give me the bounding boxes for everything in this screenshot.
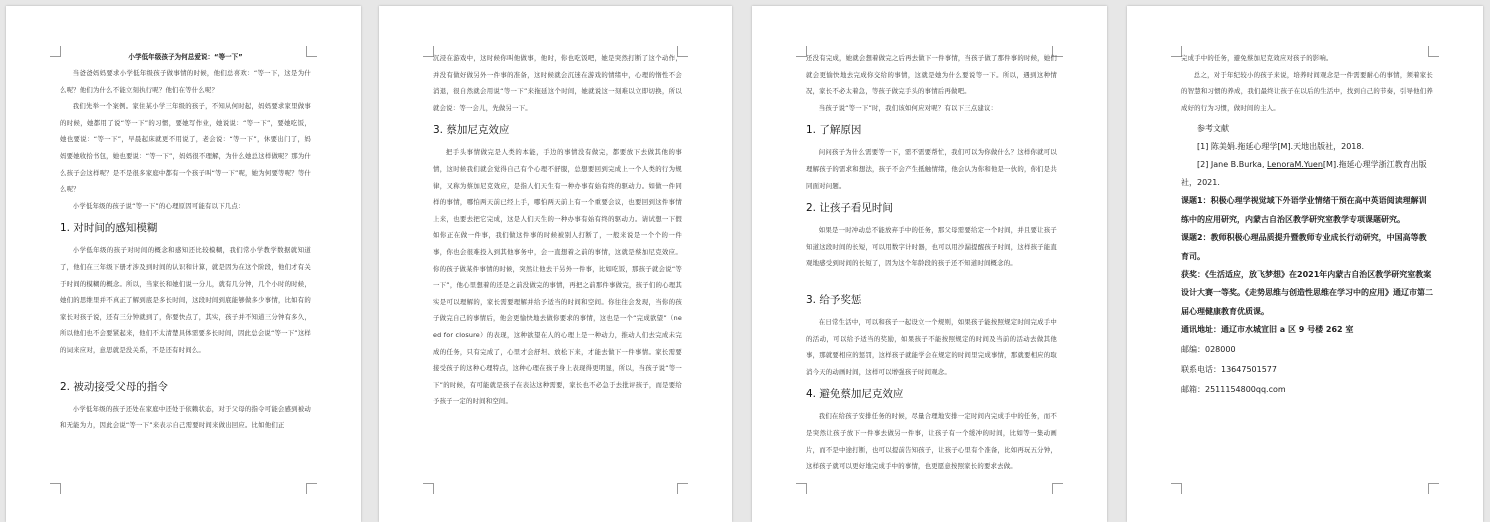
crop-mark (796, 483, 807, 494)
crop-mark (50, 483, 61, 494)
paragraph: 我们先举一个案例。家住某小学三年级的孩子，不知从何时起，妈妈要求家里做事的时候，她都用了说“等一下”的习惯，要她写作业，她说说：“等一下”，要她吃饭，她也要说：“等一下”，早晨起床就更不用说了，老会说：“等一下”，休要出门了，妈妈要她收拾书包，她也要说：“等一下”，妈妈很不理解，为什么她总这样做呢？那为什么孩子会这样呢？是不是很多家庭中都有一个孩子叫“等一下”呢，她为何要等呢？等什么呢？ (60, 102, 311, 194)
paragraph: 总之，对于年纪较小的孩子来说，培养时间观念是一件需要耐心的事情，须着家长的智慧和习惯的养成，我们最终让孩子在以后的生活中，找到自己的节奏，引导他们养成好的行为习惯，做时间的主人。 (1181, 70, 1433, 112)
document-page-4 (1127, 6, 1483, 522)
crop-mark (1428, 483, 1439, 494)
paragraph: 小学低年级的孩子还处在家庭中还处于依赖状态，对于父母的指令可能会感到被动和无能为力，因此会说“等一下”来表示自己需要时间来做出回应。比如他们正 (60, 404, 311, 430)
paragraph: 把手头事情做完是人类的本能，手边的事情没有做完，都要放下去做其他的事情，这时候我们就会觉得自己有个心理不舒服，总想要回到完成上一个人类的行为规律，又称为蔡加尼克效应，是指人们天生有一种办事有始有终的驱动力。如做一件同样的事情，哪怕两天前已经上手，哪怕两天前上有一个重要会议，也要回到这件事情上来，也要去把它完成，这是人们天生的一种办事有始有终的驱动力。请试想一下假如你正在做一件事，我们做这件事的时候被别人打断了，一般来说是一个个的一件事，你也会很难投入到其他事务中，会一直想着之前的事情，这就是蔡加尼克效应。你的孩子做某件事情的时候，突然让他去干另外一件事，比如吃饭，那孩子就会说“等一下”，他心里想着的还是之前没做完的事情，再把之前那件事做完，孩子们的心理其实是可以理解的，家长需要理解并给予适当的时间和空间。你往往会发现，当你的孩子做完自己的事情后，他会更愉快地去做你要求的事情，这也是一个“完成欲望”（need for closure）的表现，这种欲望在人的心理上是一种动力，推动人们去完成未完成的任务，只有完成了，心里才会舒坦、放松下来，才能去做下一件事情。家长需要接受孩子的这种心理特点，这种心理在孩子身上表现得更明显，所以，当孩子说“等一下”的时候，有可能就是孩子在表达这种需要，家长也不必急于去批评孩子，而是要给予孩子一定的时间和空间。 (433, 148, 682, 406)
contact-email: 邮箱：2511154800qq.com (1181, 384, 1286, 394)
document-page-2 (379, 6, 732, 522)
paragraph: 还没有完成，她就会想着做完之后再去做下一件事情，当孩子做了那件事的时候，她们就会更愉快地去完成你交给的事情，这就是她为什么要说等一下。所以，遇到这种情况，家长不必太着急，等孩子做完手头的事情后再做吧。 (806, 54, 1057, 96)
section-heading: 1. 对时间的感知模糊 (60, 222, 158, 235)
paragraph: 完成手中的任务，避免蔡加尼克效应对孩子的影响。 (1181, 54, 1333, 62)
paragraph: 如果是一时冲动总不能放弃手中的任务，那父母需要给定一个时间，并且要让孩子知道这段时间的长短，可以用数字计时器，也可以用沙漏提醒孩子时间，这样孩子能直观地感受到时间的长短了，因为这个年龄段的孩子还不知道时间概念的。 (806, 226, 1057, 268)
award-item: 获奖：《生活适应，放飞梦想》在2021年内蒙古自治区教学研究室教案设计大赛一等奖。《走势思维与创造性思维在学习中的应用》通辽市第二届心理健康教育优质课。 (1181, 270, 1433, 316)
paragraph: 在日常生活中，可以和孩子一起设立一个规则，如果孩子能按照规定时间完成手中的活动，可以给予适当的奖励，如果孩子不能按照规定的时间及当前的活动去做其他事，那就要相应的惩罚，这样孩子就能学会在规定的时间里完成事情，那就要相应的取消今天的动画时间，这样可以增强孩子时间观念。 (806, 317, 1057, 376)
reference-item: [1] 陈美娟.拖延心理学[M].天地出版社，2018. (1197, 142, 1365, 152)
contact-postcode: 邮编：028000 (1181, 344, 1236, 354)
page-content (1181, 50, 1433, 484)
paragraph: 我们在给孩子安排任务的时候，尽量合理地安排一定时间内完成手中的任务，而不是突然让孩子放下一件事去做另一件事，让孩子有一个缓冲的时间，比如等一集动画片，而不是中途打断，也可以提前告知孩子，让孩子心里有个准备，比如再玩五分钟，这样孩子就可以更好地完成手中的事情，也更愿意按照家长的要求去做。 (806, 412, 1057, 471)
paragraph: 小学低年级的孩子对时间的概念和感知还比较模糊，我们常小学教学数据就知道了，他们在三年级下册才涉及到时间的认识和计算，就是因为在这个阶段，他们才有关于时间的模糊的概念。所以，当家长和她们说一分儿，就有几分钟，几个小时的时候，她们的思维里并不真正了解到底是多长时间，这段时间到底能够做多少事情，比如有的家长对孩子说，还有三分钟就到了，你要快点了，其实，孩子并不知道三分钟有多久，所以他们也不会要紧起来，他们不太清楚具体需要多长时间，因此总会说“等一下”这样的词来应对，意思就是没关系，不是还有时间么。 (60, 246, 311, 354)
reference-text: [M].拖延心理学浙江教育出版社，2021. (1181, 160, 1427, 188)
paragraph: 当爸爸妈妈要求小学低年级孩子做事情的时候，他们总喜欢：“等一下，这是为什么呢？他们为什么不能立刻执行呢？他们在等什么呢？ (60, 69, 311, 94)
section-heading: 3. 给予奖惩 (806, 293, 862, 306)
document-page-3 (752, 6, 1107, 522)
document-title: 小学低年级孩子为何总爱说：“等一下” (128, 53, 243, 61)
section-heading: 2. 让孩子看见时间 (806, 202, 893, 215)
crop-mark (677, 483, 688, 494)
page-content (433, 50, 682, 484)
page-content (60, 50, 311, 484)
contact-phone: 联系电话：13647501577 (1181, 364, 1277, 374)
paragraph: 沉浸在游戏中，这时候你叫他做事，他时，你也吃饭吧，她是突然打断了这个动作，并没有做好做另外一件事的准备，这时候就会沉迷在游戏的情绪中，心理的惰性不会消退，很自然就会用说“等一下”来拖延这个时间，她就说这一刻难以立即切换，所以就会说：等一会儿，先做另一下。 (433, 54, 682, 112)
project-item: 课题2：教师积极心理品质提升暨教师专业成长行动研究，中国高等教育司。 (1181, 233, 1427, 261)
section-heading: 2. 被动接受父母的指令 (60, 380, 168, 393)
references-heading: 参考文献 (1197, 124, 1229, 134)
section-heading: 4. 避免蔡加尼克效应 (806, 388, 904, 401)
reference-link[interactable]: LenoraM.Yuen (1267, 160, 1323, 170)
crop-mark (1052, 483, 1063, 494)
document-page-1 (6, 6, 361, 522)
project-item: 课题1：积极心理学视觉域下外语学业情绪干预在高中英语阅读理解训练中的应用研究，内蒙古自治区教学研究室教学专项课题研究。 (1181, 196, 1427, 224)
contact-address: 通讯地址：通辽市水城宣旧 a 区 9 号楼 262 室 (1181, 325, 1354, 335)
paragraph: 当孩子说“等一下”时，我们该如何应对呢？有以下三点建议： (818, 103, 998, 112)
section-heading: 1. 了解原因 (806, 124, 862, 137)
crop-mark (306, 483, 317, 494)
section-heading: 3. 蔡加尼克效应 (433, 124, 510, 137)
paragraph: 小学低年级的孩子说“等一下”的心理原因可能有以下几点： (72, 201, 245, 210)
paragraph: 问问孩子为什么需要等一下，需不需要帮忙，我们可以为你做什么？这样你就可以理解孩子的需求和想法，孩子不会产生抵触情绪，他会认为你和他是一伙的，你们是共同面对问题。 (806, 148, 1057, 190)
reference-item (1181, 156, 1433, 192)
page-content (806, 50, 1057, 484)
crop-mark (1171, 483, 1182, 494)
crop-mark (423, 483, 434, 494)
reference-text: [2] Jane B.Burka, (1197, 160, 1265, 170)
